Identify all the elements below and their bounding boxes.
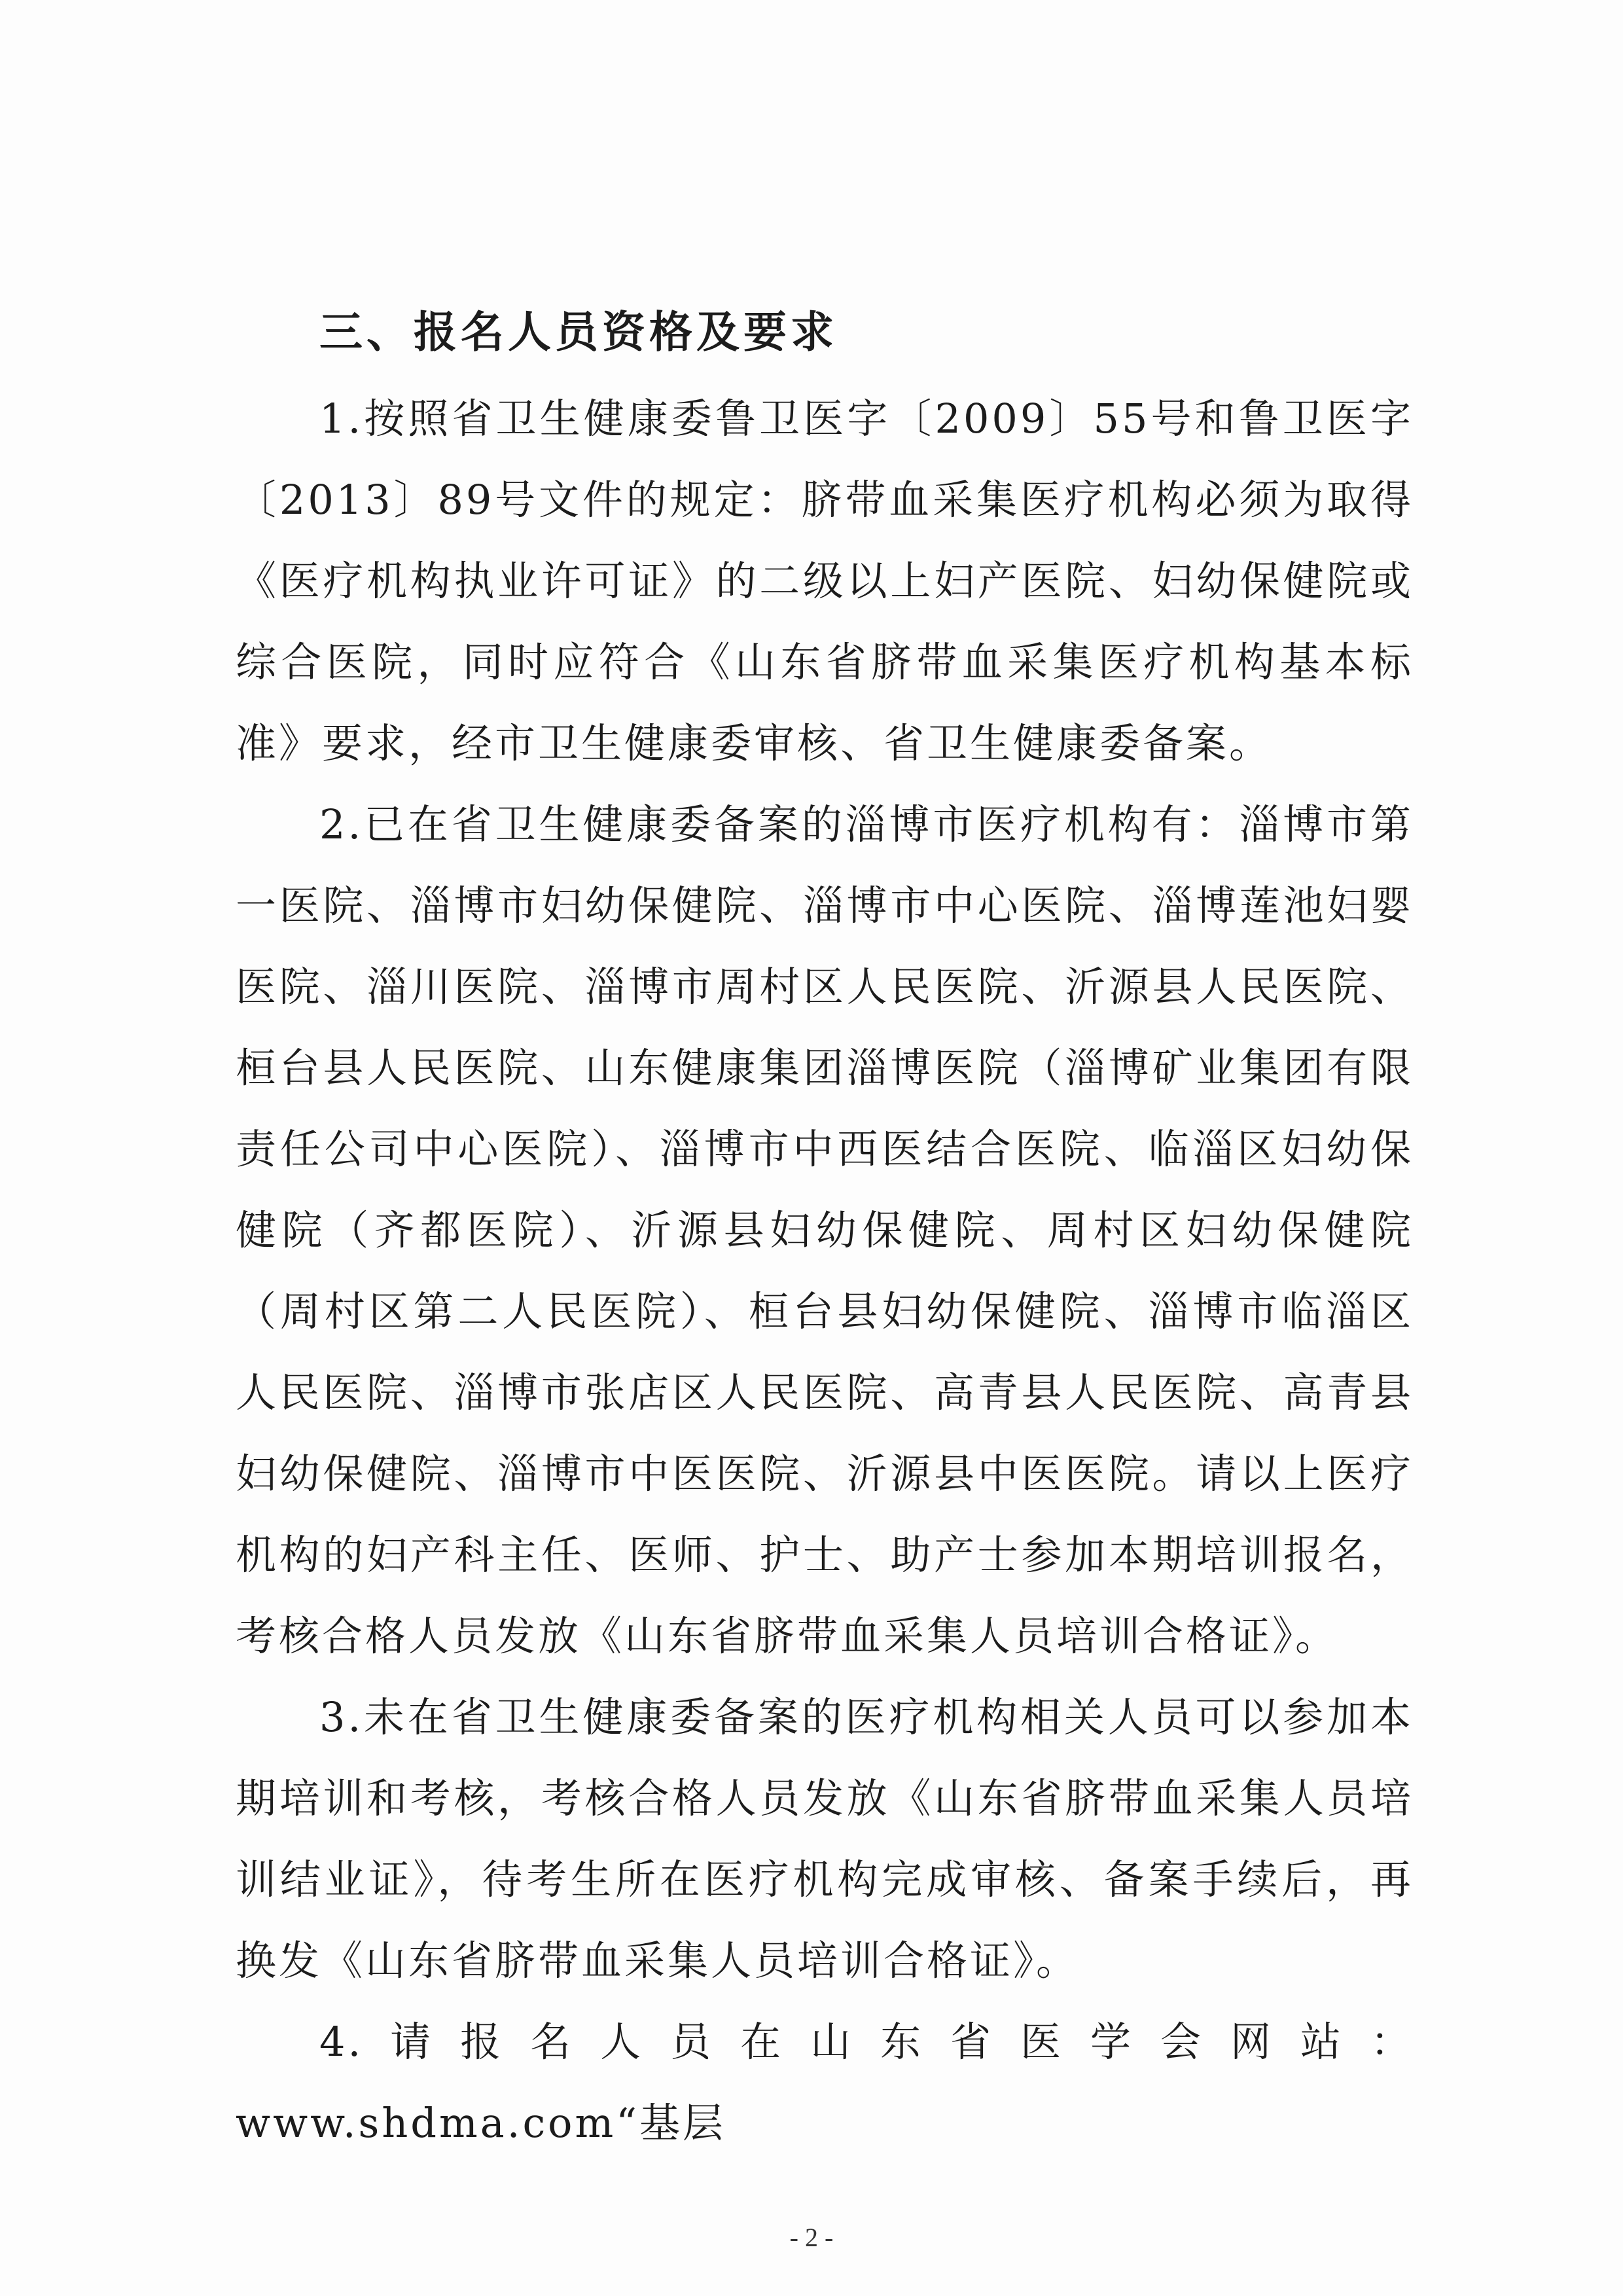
paragraph-4: 4.请报名人员在山东省医学会网站：www.shdma.com“基层: [236, 2018, 1414, 2147]
paragraph-1: 1.按照省卫生健康委鲁卫医字〔2009〕55号和鲁卫医字〔2013〕89号文件的规定：脐带血采集医疗机构必须为取得《医疗机构执业许可证》的二级以上妇产医院、妇幼保健院或综合医院，同时应符合《山东省脐带血采集医疗机构基本标准》要求，经市卫生健康委审核、省卫生健康委备案。: [236, 395, 1414, 767]
document-body: [236, 301, 1414, 2164]
section-heading: 三、报名人员资格及要求: [319, 307, 838, 357]
paragraph-3: 3.未在省卫生健康委备案的医疗机构相关人员可以参加本期培训和考核，考核合格人员发放《山东省脐带血采集人员培训结业证》，待考生所在医疗机构完成审核、备案手续后，再换发《山东省脐带血采集人员培训合格证》。: [236, 1693, 1414, 1984]
paragraph-2: 2.已在省卫生健康委备案的淄博市医疗机构有：淄博市第一医院、淄博市妇幼保健院、淄博市中心医院、淄博莲池妇婴医院、淄川医院、淄博市周村区人民医院、沂源县人民医院、桓台县人民医院、山东健康集团淄博医院（淄博矿业集团有限责任公司中心医院）、淄博市中西医结合医院、临淄区妇幼保健院（齐都医院）、沂源县妇幼保健院、周村区妇幼保健院（周村区第二人民医院）、桓台县妇幼保健院、淄博市临淄区人民医院、淄博市张店区人民医院、高青县人民医院、高青县妇幼保健院、淄博市中医医院、沂源县中医医院。请以上医疗机构的妇产科主任、医师、护士、助产士参加本期培训报名，考核合格人员发放《山东省脐带血采集人员培训合格证》。: [236, 800, 1414, 1660]
page-number: - 2 -: [789, 2223, 834, 2252]
